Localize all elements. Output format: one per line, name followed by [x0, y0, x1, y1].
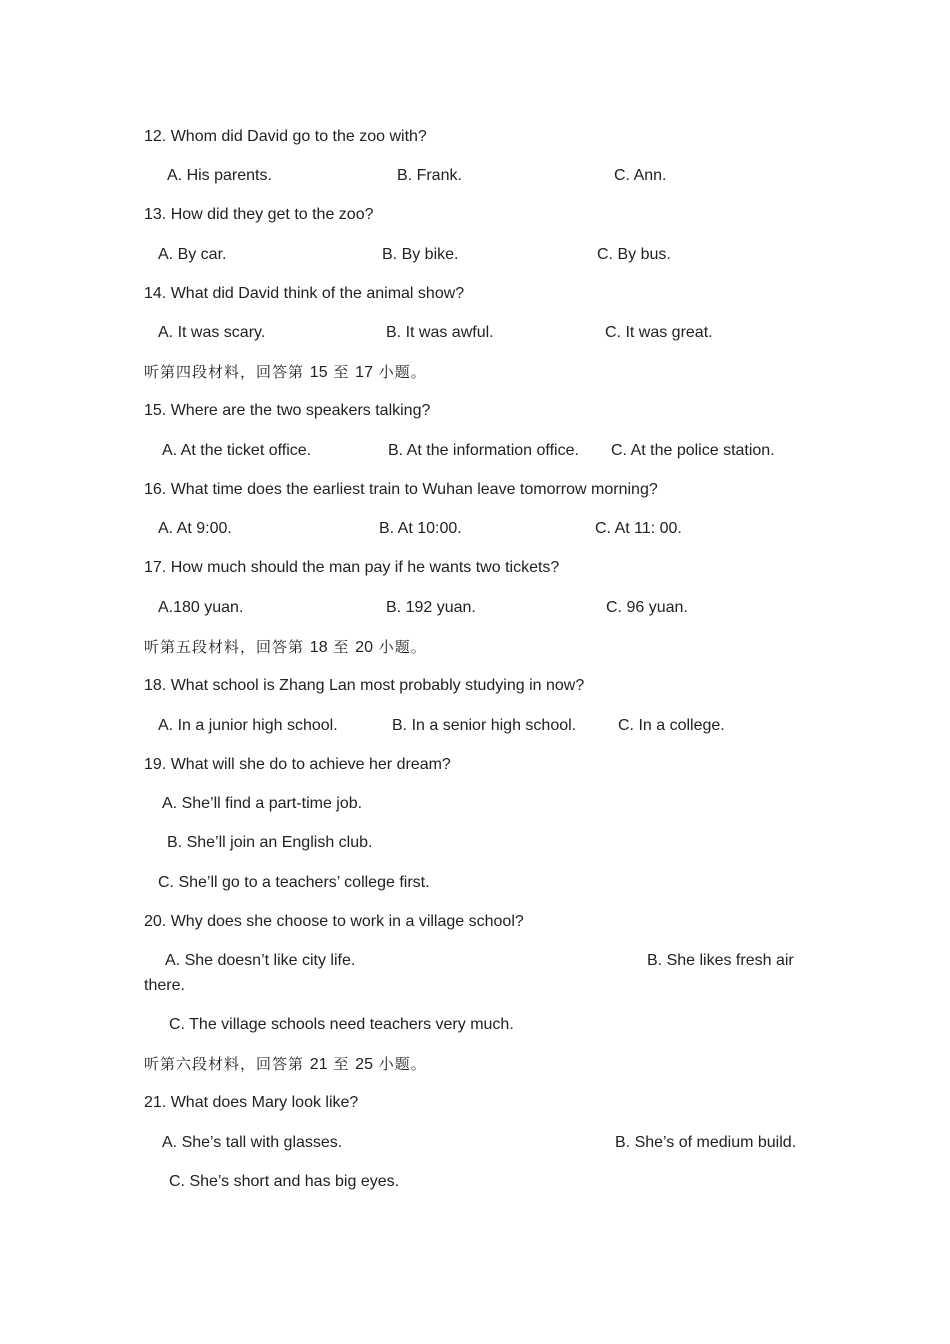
- option-16-b: B. At 10:00.: [379, 520, 462, 537]
- question-21: 21. What does Mary look like?: [144, 1094, 359, 1111]
- question-12: 12. Whom did David go to the zoo with?: [144, 128, 427, 145]
- option-14-c: C. It was great.: [605, 324, 713, 341]
- option-12-c: C. Ann.: [614, 167, 667, 184]
- option-12-a: A. His parents.: [167, 167, 272, 184]
- question-17: 17. How much should the man pay if he wants two tickets?: [144, 559, 560, 576]
- question-13: 13. How did they get to the zoo?: [144, 206, 374, 223]
- option-14-a: A. It was scary.: [158, 324, 266, 341]
- option-17-c: C. 96 yuan.: [606, 599, 688, 616]
- option-18-c: C. In a college.: [618, 717, 725, 734]
- option-12-b: B. Frank.: [397, 167, 462, 184]
- question-14: 14. What did David think of the animal show?: [144, 285, 465, 302]
- option-20-b: B. She likes fresh air: [647, 952, 794, 969]
- option-21-b: B. She’s of medium build.: [615, 1134, 797, 1151]
- option-13-a: A. By car.: [158, 246, 227, 263]
- option-19-a: A. She’ll find a part-time job.: [162, 795, 363, 812]
- section-6-instruction: 听第六段材料，回答第 21 至 25 小题。: [144, 1055, 427, 1073]
- section-4-instruction: 听第四段材料，回答第 15 至 17 小题。: [144, 363, 427, 381]
- question-19: 19. What will she do to achieve her dream?: [144, 756, 451, 773]
- option-19-b: B. She’ll join an English club.: [167, 834, 373, 851]
- question-18: 18. What school is Zhang Lan most probably studying in now?: [144, 677, 585, 694]
- option-18-b: B. In a senior high school.: [392, 717, 577, 734]
- question-16: 16. What time does the earliest train to Wuhan leave tomorrow morning?: [144, 481, 658, 498]
- option-20-a: A. She doesn’t like city life.: [165, 952, 356, 969]
- option-16-c: C. At 11: 00.: [595, 520, 682, 537]
- option-13-b: B. By bike.: [382, 246, 459, 263]
- question-15: 15. Where are the two speakers talking?: [144, 402, 431, 419]
- option-16-a: A. At 9:00.: [158, 520, 232, 537]
- option-17-a: A.180 yuan.: [158, 599, 244, 616]
- option-15-a: A. At the ticket office.: [162, 442, 312, 459]
- option-20-b-continuation: there.: [144, 977, 185, 994]
- option-21-c: C. She’s short and has big eyes.: [169, 1173, 400, 1190]
- section-5-instruction: 听第五段材料，回答第 18 至 20 小题。: [144, 638, 427, 656]
- option-13-c: C. By bus.: [597, 246, 671, 263]
- option-19-c: C. She’ll go to a teachers’ college first.: [158, 874, 430, 891]
- option-21-a: A. She’s tall with glasses.: [162, 1134, 343, 1151]
- option-17-b: B. 192 yuan.: [386, 599, 476, 616]
- option-20-c: C. The village schools need teachers very much.: [169, 1016, 514, 1033]
- option-15-c: C. At the police station.: [611, 442, 775, 459]
- option-15-b: B. At the information office.: [388, 442, 579, 459]
- option-14-b: B. It was awful.: [386, 324, 494, 341]
- option-18-a: A. In a junior high school.: [158, 717, 338, 734]
- question-20: 20. Why does she choose to work in a village school?: [144, 913, 524, 930]
